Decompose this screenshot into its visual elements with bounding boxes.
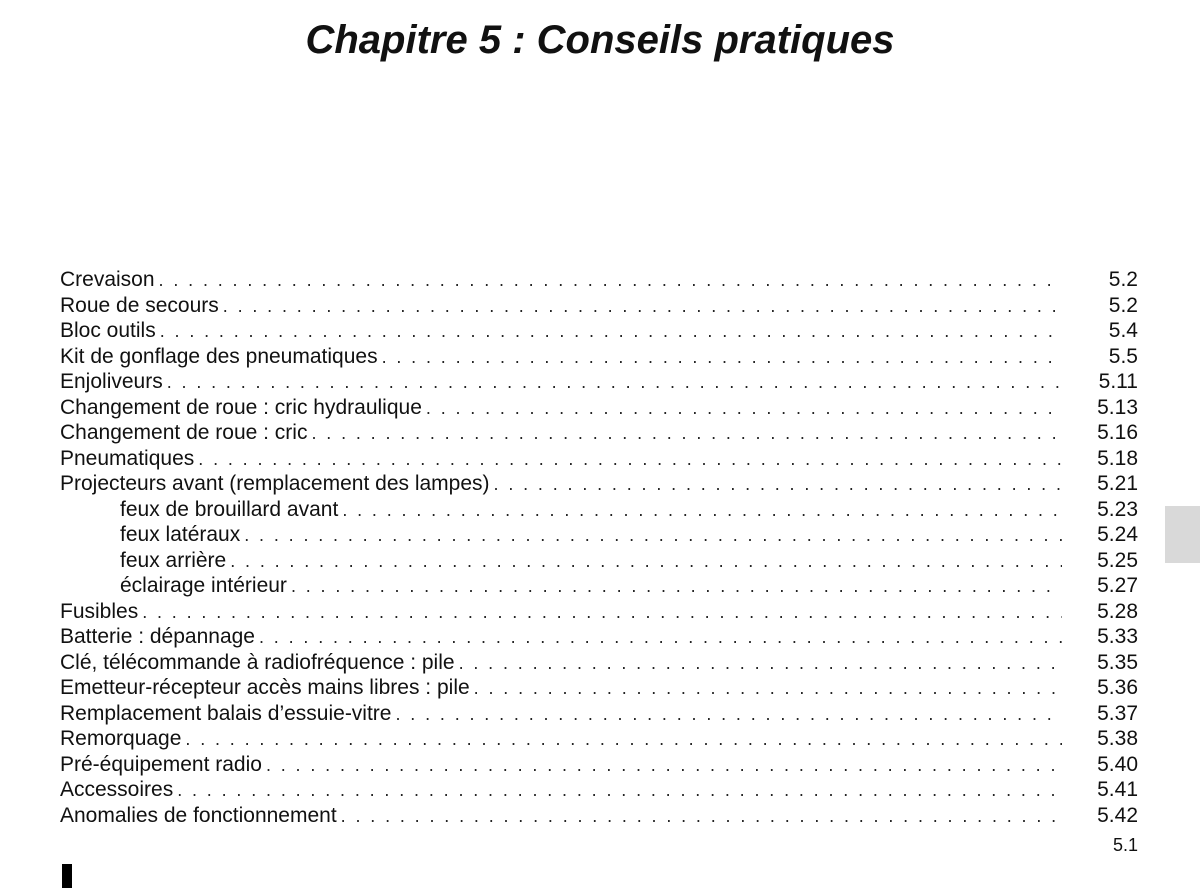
dot-leader [291,574,1062,600]
dot-leader [382,345,1062,371]
toc-entry[interactable] [60,573,1138,599]
toc-entry-label: Accessoires [60,778,174,801]
dot-leader [177,778,1062,804]
toc-entry-label: feux arrière [120,548,227,572]
toc-entry-page: 5.23 [1097,497,1138,521]
toc-entry-label: Pneumatiques [60,446,195,470]
toc-entry-label: Batterie : dépannage [60,625,255,648]
toc-entry-page: 5.42 [1097,803,1138,827]
page-number: 5.1 [1112,835,1138,855]
toc-entry[interactable] [60,497,1138,523]
toc-entry[interactable] [60,777,1138,803]
toc-entry-label: Remplacement balais d’essuie-vitre [60,701,392,725]
toc-entry-label: éclairage intérieur [120,574,287,597]
dot-leader [223,294,1062,320]
toc-entry-page: 5.24 [1097,523,1138,546]
dot-leader [142,600,1062,626]
dot-leader [342,498,1062,524]
toc-entry-page: 5.27 [1097,574,1138,597]
toc-entry[interactable] [60,752,1138,778]
toc-entry[interactable] [60,701,1138,727]
chapter-thumb-tab [1165,506,1200,563]
toc-entry[interactable] [60,395,1138,421]
toc-entry-page: 5.33 [1097,625,1138,648]
dot-leader [266,753,1062,779]
dot-leader [395,702,1062,728]
toc-entry-page: 5.2 [1108,293,1138,317]
toc-entry-label: feux de brouillard avant [120,497,339,521]
toc-entry[interactable] [60,624,1138,650]
dot-leader [311,421,1062,447]
dot-leader [341,804,1062,830]
toc-entry-page: 5.25 [1097,548,1138,572]
toc-entry[interactable] [60,650,1138,676]
dot-leader [494,472,1062,498]
toc-entry-page: 5.5 [1108,344,1138,368]
toc-entry-label: Remorquage [60,727,182,750]
toc-entry-page: 5.2 [1108,268,1138,291]
toc-entry-page: 5.28 [1097,599,1138,623]
toc-entry-label: Emetteur-récepteur accès mains libres : pile [60,676,470,699]
toc-entry-label: Anomalies de fonctionnement [60,803,337,827]
dot-leader [198,447,1062,473]
toc-entry-page: 5.38 [1097,727,1138,750]
toc-entry-page: 5.11 [1098,370,1138,393]
dot-leader [160,319,1062,345]
toc-entry[interactable] [60,267,1138,293]
toc-entry[interactable] [60,548,1138,574]
toc-entry-label: Kit de gonflage des pneumatiques [60,344,378,368]
toc-entry-page: 5.16 [1097,421,1138,444]
dot-leader [244,523,1062,549]
dot-leader [459,651,1062,677]
toc-entry-label: Changement de roue : cric hydraulique [60,395,422,419]
toc-entry[interactable] [60,318,1138,344]
toc-entry-page: 5.35 [1097,650,1138,674]
toc-entry-page: 5.13 [1097,395,1138,419]
toc-entry[interactable] [60,471,1138,497]
toc-entry-page: 5.36 [1097,676,1138,699]
page-title: Chapitre 5 : Conseils pratiques [305,18,895,62]
toc-entry-label: Bloc outils [60,319,156,342]
toc-entry[interactable] [60,599,1138,625]
table-of-contents [60,267,1138,828]
toc-entry[interactable] [60,446,1138,472]
dot-leader [259,625,1062,651]
edge-marker [62,864,72,888]
dot-leader [230,549,1062,575]
toc-entry[interactable] [60,344,1138,370]
dot-leader [159,268,1062,294]
toc-entry[interactable] [60,803,1138,829]
toc-entry-label: Enjoliveurs [60,370,163,393]
toc-entry-page: 5.21 [1097,472,1138,495]
toc-entry-page: 5.40 [1097,752,1138,776]
toc-entry-label: feux latéraux [120,523,241,546]
toc-entry[interactable] [60,675,1138,701]
toc-entry-label: Changement de roue : cric [60,421,308,444]
toc-entry[interactable] [60,420,1138,446]
toc-entry-label: Fusibles [60,599,139,623]
dot-leader [167,370,1062,396]
dot-leader [474,676,1062,702]
toc-entry-page: 5.37 [1097,701,1138,725]
dot-leader [185,727,1062,753]
toc-entry[interactable] [60,726,1138,752]
toc-entry[interactable] [60,369,1138,395]
toc-entry[interactable] [60,522,1138,548]
toc-entry-page: 5.41 [1097,778,1138,801]
dot-leader [426,396,1062,422]
toc-entry-page: 5.4 [1108,319,1138,342]
toc-entry-label: Roue de secours [60,293,219,317]
toc-entry-label: Clé, télécommande à radiofréquence : pile [60,650,455,674]
toc-entry-label: Crevaison [60,268,155,291]
toc-entry-label: Projecteurs avant (remplacement des lampes) [60,472,490,495]
toc-entry-label: Pré-équipement radio [60,752,262,776]
toc-entry-page: 5.18 [1097,446,1138,470]
toc-entry[interactable] [60,293,1138,319]
